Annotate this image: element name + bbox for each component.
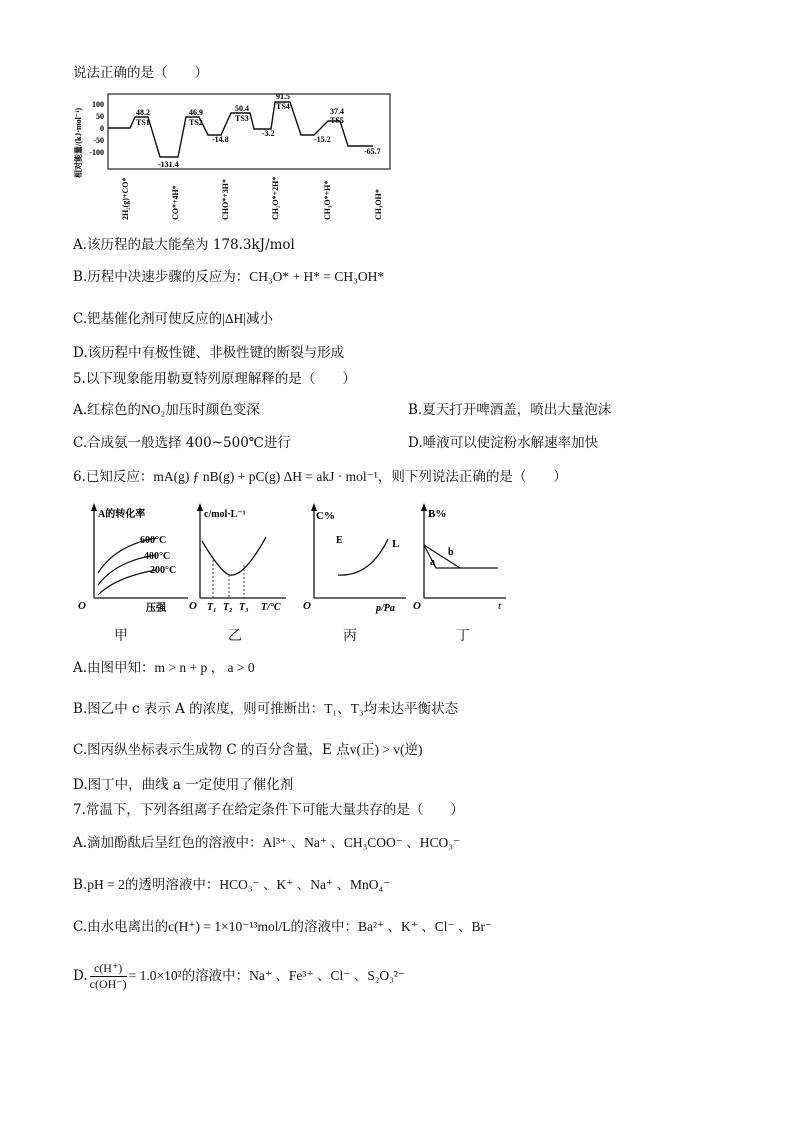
xlabel: CH₃OH* (374, 189, 383, 220)
graph-ding-caption: 丁 (456, 628, 470, 644)
graph-jia-xlabel: 压强 (146, 603, 166, 614)
graph-yi-origin: O (189, 600, 197, 612)
q7-option-d: D. $\frac{c(H^+)}{c(OH^-)}$ = 1.0×10²的溶液中：Na⁺ 、Fe³⁺ 、Cl⁻ 、S₂O₃²⁻ (73, 961, 406, 991)
q5-option-c: C.合成氨一般选择 400~500℃进行 (73, 435, 291, 451)
ytick: 0 (100, 124, 104, 133)
ytick: -50 (93, 136, 104, 145)
level-label: 46.9 (189, 108, 203, 117)
graph-ding-origin: O (413, 600, 421, 612)
q5-option-a: A.红棕色的NO₂加压时颜色变深 (73, 402, 260, 418)
q4-option-d: D.该历程中有极性键、非极性键的断裂与形成 (73, 345, 345, 361)
level-label: TS5 (330, 116, 344, 125)
level-label: 91.5 (276, 92, 290, 101)
graph-bing (300, 503, 410, 615)
tick-label: T₁ (207, 602, 217, 613)
graph-bing-xlabel: p/Pa (376, 603, 395, 614)
graph-yi-xlabel: T/°C (261, 602, 281, 613)
graph-bing-origin: O (303, 600, 311, 612)
q5-option-d: D.唾液可以使淀粉水解速率加快 (408, 435, 599, 451)
q7-option-a: A.滴加酚酞后呈红色的溶液中：Al³⁺ 、Na⁺ 、CH₃COO⁻ 、HCO₃⁻ (73, 835, 461, 851)
q7-option-b: B.pH = 2的透明溶液中：HCO₃⁻ 、K⁺ 、Na⁺ 、MnO₄⁻ (73, 877, 391, 893)
graph-bing-point-e: E (336, 535, 343, 546)
q4-option-a: A.该历程的最大能垒为 178.3kJ/mol (73, 237, 295, 253)
level-label: -15.2 (314, 135, 331, 144)
xlabel: CHO*+3H* (221, 178, 230, 220)
q6-stem: 6.已知反应：mA(g) ƒ nB(g) + pC(g) ΔH = akJ · mol⁻¹，则下列说法正确的是（ ） (73, 469, 567, 485)
graph-ding-ylabel: B% (428, 508, 447, 520)
graph-ding-curve-a: a (430, 557, 435, 568)
q6-option-a: A.由图甲知：m > n + p ， a > 0 (73, 660, 255, 676)
q7-option-c: C.由水电离出的c(H⁺) = 1×10⁻¹³mol/L的溶液中：Ba²⁺ 、K⁺ 、Cl⁻ 、Br⁻ (73, 919, 493, 935)
xlabel: CO*+4H* (171, 185, 180, 220)
q4-option-b: B.历程中决速步骤的反应为：CH₃O* + H* = CH₃OH* (73, 269, 385, 285)
graph-ding (410, 503, 510, 615)
graph-ding-xlabel: t (498, 600, 502, 612)
xlabel: 2H₂(g)+CO* (121, 177, 130, 220)
q6-option-d: D.图丁中，曲线 a 一定使用了催化剂 (73, 777, 294, 793)
graph-jia-caption: 甲 (114, 628, 128, 644)
graph-bing-ylabel: C% (316, 510, 335, 522)
q4-option-c: C.钯基催化剂可使反应的|ΔH|减小 (73, 311, 273, 327)
graph-jia-ylabel: A的转化率 (98, 509, 146, 520)
q7-stem: 7.常温下，下列各组离子在给定条件下可能大量共存的是（ ） (73, 802, 464, 818)
graph-jia (76, 503, 191, 615)
q6-option-b: B.图乙中 c 表示 A 的浓度，则可推断出：T₁、T₃均未达平衡状态 (73, 701, 459, 717)
ytick: -100 (89, 148, 104, 157)
graph-bing-curve-l: L (392, 538, 400, 550)
level-label: TS3 (235, 114, 249, 123)
q7-option-d-fraction: $\frac{c(H^+)}{c(OH^-)}$ (89, 961, 127, 991)
ytick: 100 (92, 100, 104, 109)
level-label: 48.2 (136, 108, 150, 117)
curve-label: 600°C (140, 535, 167, 546)
xlabel: CH₃O*+H* (323, 180, 332, 220)
level-label: TS1 (136, 118, 150, 127)
curve-label: 200°C (150, 565, 177, 576)
q6-option-c: C.图丙纵坐标表示生成物 C 的百分含量，E 点v(正) > v(逆) (73, 742, 423, 758)
q4-option-b-equation: CH₃O* + H* = CH₃OH* (249, 269, 385, 284)
q4-stem: 说法正确的是（ ） (73, 65, 208, 81)
graph-bing-caption: 丙 (343, 628, 357, 644)
graph-yi (186, 503, 291, 615)
q5-option-b: B.夏天打开啤酒盖，喷出大量泡沫 (408, 402, 612, 418)
q5-stem: 5.以下现象能用勒夏特列原理解释的是（ ） (73, 371, 356, 387)
level-label: -65.7 (364, 147, 381, 156)
graph-ding-curve-b: b (448, 547, 454, 558)
level-label: -3.2 (262, 129, 275, 138)
graph-yi-caption: 乙 (228, 628, 242, 644)
ytick: 50 (96, 112, 104, 121)
energy-profile-chart (68, 90, 398, 225)
xlabel: CH₂O*+2H* (271, 176, 280, 220)
tick-label: T₂ (223, 602, 233, 613)
level-label: 37.4 (330, 107, 344, 116)
level-label: 50.4 (235, 104, 249, 113)
level-label: TS2 (189, 118, 203, 127)
level-label: -14.8 (212, 135, 229, 144)
tick-label: T₃ (239, 602, 249, 613)
chart-ylabel: 相对能量/(kJ·mol⁻¹) (74, 107, 83, 178)
graph-jia-origin: O (78, 600, 86, 612)
curve-label: 400°C (144, 551, 171, 562)
level-label: TS4 (276, 102, 290, 111)
level-label: -131.4 (158, 160, 179, 169)
graph-yi-ylabel: c/mol·L⁻¹ (204, 509, 246, 520)
